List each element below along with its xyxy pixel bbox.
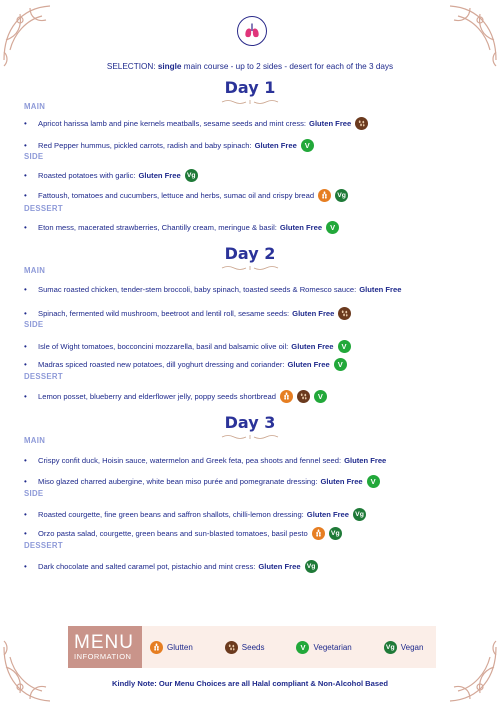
vegetarian-icon: V (338, 340, 351, 353)
gluten-free-label: Gluten Free (138, 171, 181, 180)
gluten-free-label: Gluten Free (292, 309, 335, 318)
vegan-icon: Vg (305, 560, 318, 573)
gluten-free-label: Gluten Free (309, 119, 352, 128)
menu-item-text: Spinach, fermented wild mushroom, beetroot and lentil roll, sesame seeds: (38, 309, 290, 318)
gluten-free-label: Gluten Free (254, 141, 297, 150)
menu-item-text: Lemon posset, blueberry and elderflower jelly, poppy seeds shortbread (38, 392, 276, 401)
menu-item-text: Eton mess, macerated strawberries, Chantilly cream, meringue & basil: (38, 223, 277, 232)
menu-item-text: Red Pepper hummus, pickled carrots, radish and baby spinach: (38, 141, 252, 150)
halal-note: Kindly Note: Our Menu Choices are all Halal compliant & Non-Alcohol Based (112, 679, 388, 688)
diet-icons (367, 475, 380, 488)
bullet: • (24, 309, 27, 318)
legend-item-vegetarian (296, 641, 351, 654)
bullet: • (24, 529, 27, 538)
gluten-free-label: Gluten Free (258, 562, 301, 571)
vegetarian-icon: V (367, 475, 380, 488)
menu-item-text: Madras spiced roasted new potatoes, dill yoghurt dressing and coriander: (38, 360, 285, 369)
corner-ornament-top-left (0, 0, 70, 70)
section-label: MAIN (24, 102, 46, 111)
seeds-icon (338, 307, 351, 320)
flourish-ornament (0, 265, 500, 273)
diet-icons (301, 139, 314, 152)
gluten-free-label: Gluten Free (306, 510, 349, 519)
menu-item (24, 358, 472, 371)
menu-information-legend (68, 626, 436, 668)
lungs-logo (237, 16, 267, 46)
menu-item (24, 221, 472, 234)
gluten-icon (150, 641, 163, 654)
bullet: • (24, 285, 27, 294)
vegetarian-icon: V (314, 390, 327, 403)
menu-item (24, 390, 472, 403)
legend-item-label: Vegan (400, 642, 424, 652)
seeds-icon (297, 390, 310, 403)
vegetarian-icon: V (296, 641, 309, 654)
section-label: DESSERT (24, 372, 63, 381)
corner-ornament-top-right (430, 0, 500, 70)
gluten-icon (312, 527, 325, 540)
vegan-icon: Vg (335, 189, 348, 202)
vegetarian-icon: V (334, 358, 347, 371)
legend-items (142, 641, 423, 654)
diet-icons (305, 560, 318, 573)
menu-item (24, 307, 472, 320)
gluten-free-label: Gluten Free (287, 360, 330, 369)
vegan-icon: Vg (329, 527, 342, 540)
menu-item-text: Miso glazed charred aubergine, white bean miso purée and pomegranate dressing: (38, 477, 318, 486)
menu-item (24, 475, 472, 488)
diet-icons (185, 169, 198, 182)
bullet: • (24, 360, 27, 369)
vegetarian-icon: V (326, 221, 339, 234)
bullet: • (24, 477, 27, 486)
diet-icons (338, 340, 351, 353)
vegetarian-icon: V (301, 139, 314, 152)
section-label: SIDE (24, 489, 44, 498)
legend-subtitle: INFORMATION (74, 651, 132, 661)
section-label: DESSERT (24, 204, 63, 213)
corner-ornament-bottom-left (0, 637, 70, 707)
menu-item-text: Orzo pasta salad, courgette, green beans and sun-blasted tomatoes, basil pesto (38, 529, 308, 538)
menu-item-text: Isle of Wight tomatoes, bocconcini mozzarella, basil and balsamic olive oil: (38, 342, 289, 351)
section-label: SIDE (24, 152, 44, 161)
menu-item (24, 139, 472, 152)
corner-ornament-bottom-right (430, 637, 500, 707)
menu-item (24, 285, 472, 294)
legend-item-seeds (225, 641, 265, 654)
menu-item (24, 560, 472, 573)
legend-title: MENU (74, 631, 134, 653)
menu-item (24, 340, 472, 353)
vegan-icon: Vg (384, 641, 397, 654)
section-label: DESSERT (24, 541, 63, 550)
section-label: MAIN (24, 436, 46, 445)
legend-item-label: Vegetarian (313, 642, 352, 652)
menu-item (24, 456, 472, 465)
day-title: Day 3 (224, 413, 276, 432)
gluten-free-label: Gluten Free (344, 456, 387, 465)
bullet: • (24, 171, 27, 180)
bullet: • (24, 141, 27, 150)
lungs-icon (242, 21, 262, 41)
flourish-ornament (0, 434, 500, 442)
bullet: • (24, 191, 27, 200)
day-title: Day 1 (224, 78, 276, 97)
menu-item-text: Crispy confit duck, Hoisin sauce, watermelon and Greek feta, pea shoots and fennel seed: (38, 456, 342, 465)
gluten-free-label: Gluten Free (291, 342, 334, 351)
diet-icons (353, 508, 366, 521)
diet-icons (326, 221, 339, 234)
menu-item (24, 189, 472, 202)
legend-item-label: Glutten (167, 642, 193, 652)
bullet: • (24, 456, 27, 465)
gluten-free-label: Gluten Free (359, 285, 402, 294)
gluten-free-label: Gluten Free (320, 477, 363, 486)
bullet: • (24, 392, 27, 401)
menu-item-text: Roasted potatoes with garlic: (38, 171, 136, 180)
seeds-icon (355, 117, 368, 130)
gluten-free-label: Gluten Free (279, 223, 323, 232)
menu-item (24, 117, 472, 130)
diet-icons (318, 189, 348, 202)
legend-item-gluten (150, 641, 193, 654)
bullet: • (24, 562, 27, 571)
vegan-icon: Vg (185, 169, 198, 182)
menu-item-text: Roasted courgette, fine green beans and saffron shallots, chilli-lemon dressing: (38, 510, 304, 519)
legend-title-block (68, 626, 142, 668)
bullet: • (24, 223, 27, 232)
menu-item (24, 169, 472, 182)
vegan-icon: Vg (353, 508, 366, 521)
section-label: MAIN (24, 266, 46, 275)
section-label: SIDE (24, 320, 44, 329)
selection-prefix: SELECTION: (106, 62, 158, 71)
menu-item-text: Dark chocolate and salted caramel pot, pistachio and mint cress: (38, 562, 256, 571)
selection-instructions (0, 62, 500, 71)
selection-suffix: main course - up to 2 sides - desert for each of the 3 days (181, 62, 394, 71)
flourish-ornament (0, 99, 500, 107)
diet-icons (312, 527, 342, 540)
bullet: • (24, 342, 27, 351)
legend-item-vegan (384, 641, 424, 654)
legend-item-label: Seeds (241, 642, 265, 652)
menu-item-text: Fattoush, tomatoes and cucumbers, lettuce and herbs, sumac oil and crispy bread (38, 191, 315, 200)
menu-item (24, 527, 472, 540)
menu-item-text: Apricot harissa lamb and pine kernels meatballs, sesame seeds and mint cress: (38, 119, 307, 128)
diet-icons (355, 117, 368, 130)
seeds-icon (225, 641, 238, 654)
menu-item-text: Sumac roasted chicken, tender-stem broccoli, baby spinach, toasted seeds & Romesco sauce: (38, 285, 357, 294)
gluten-icon (280, 390, 293, 403)
gluten-icon (318, 189, 331, 202)
diet-icons (334, 358, 347, 371)
diet-icons (280, 390, 327, 403)
bullet: • (24, 510, 27, 519)
diet-icons (338, 307, 351, 320)
bullet: • (24, 119, 27, 128)
selection-bold: single (157, 62, 182, 71)
day-title: Day 2 (224, 244, 276, 263)
menu-item (24, 508, 472, 521)
